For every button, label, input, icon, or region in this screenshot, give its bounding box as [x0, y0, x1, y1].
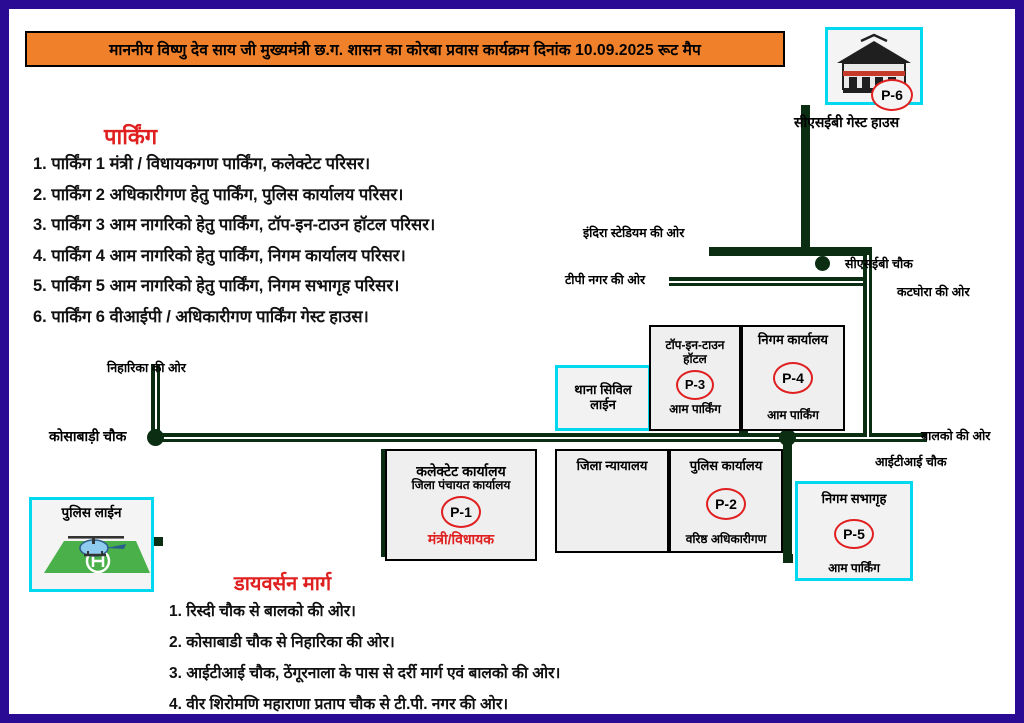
parking-marker-p2: P-2	[706, 488, 746, 520]
road-centerline	[669, 281, 869, 283]
junction-iti	[779, 429, 796, 446]
place-label: टॉप-इन-टाउन	[665, 338, 725, 353]
place-sublabel: आम पार्किंग	[767, 408, 819, 423]
place-label: थाना सिविल	[574, 382, 632, 398]
road-below-main	[783, 433, 792, 558]
guest-house-label: सीएसईबी गेस्ट हाउस	[794, 114, 900, 130]
place-jila-nyayalaya[interactable]	[555, 449, 669, 553]
place-label: कलेक्टेट कार्यालय	[416, 463, 506, 479]
list-item: 6. पार्किंग 6 वीआईपी / अधिकारीगण पार्किंग गेस्ट हाउस।	[33, 307, 369, 326]
parking-marker-p3: P-3	[676, 370, 714, 400]
list-item: 4. पार्किंग 4 आम नागरिको हेतु पार्किंग, निगम कार्यालय परिसर।	[33, 246, 406, 265]
place-police-karyalaya[interactable]	[669, 449, 783, 553]
road-centerline	[149, 437, 927, 439]
road-connector	[709, 247, 719, 256]
place-nigam-karyalaya[interactable]	[741, 325, 845, 431]
list-item: 5. पार्किंग 5 आम नागरिको हेतु पार्किंग, निगम सभागृह परिसर।	[33, 277, 400, 295]
label-niharika: निहारिका की ओर	[107, 361, 186, 375]
place-label: जिला पंचायत कार्यालय	[411, 478, 511, 493]
place-sublabel: आम पार्किंग	[828, 561, 880, 576]
place-label: निगम सभागृह	[821, 491, 887, 506]
page-title: माननीय विष्णु देव साय जी मुख्यमंत्री छ.ग. शासन का कोरबा प्रवास कार्यक्रम दिनांक 10.09.2025 रूट मैप	[109, 42, 701, 59]
parking-marker-p6: P-6	[871, 79, 913, 111]
label-iti-chowk: आईटीआई चौक	[875, 455, 947, 469]
place-sublabel: आम पार्किंग	[669, 401, 721, 416]
label-tp-nagar: टीपी नगर की ओर	[565, 273, 646, 287]
list-item: 2. पार्किंग 2 अधिकारीगण हेतु पार्किंग, पुलिस कार्यालय परिसर।	[33, 185, 404, 204]
place-label: पुलिस कार्यालय	[689, 458, 763, 473]
place-collectorate[interactable]	[385, 449, 537, 561]
label-cseb-chowk: सीएसईबी चौक	[845, 257, 913, 271]
place-nigam-sabhagrah[interactable]	[795, 481, 913, 581]
parking-list	[33, 151, 593, 334]
place-label: निगम कार्यालय	[758, 332, 828, 348]
diversion-section-heading: डायवर्सन मार्ग	[234, 573, 332, 595]
place-top-in-town-hotel[interactable]	[649, 325, 741, 431]
label-indira-stadium: इंदिरा स्टेडियम की ओर	[583, 226, 685, 240]
junction-kosabadi	[147, 429, 164, 446]
place-label: हॉटल	[683, 352, 707, 367]
list-item: 3. आईटीआई चौक, ठेंगूरनाला के पास से दर्री मार्ग एवं बालको की ओर।	[169, 665, 561, 682]
police-line-card[interactable]	[29, 497, 154, 592]
page-title-banner	[25, 31, 785, 67]
place-thana-civil-line[interactable]	[555, 365, 651, 431]
place-label: जिला न्यायालय	[576, 458, 648, 473]
road-stub-2	[783, 554, 793, 563]
label-balco: बालको की ओर	[921, 429, 991, 443]
road-centerline	[867, 255, 869, 437]
helipad-icon	[32, 521, 151, 579]
parking-section-heading: पार्किंग	[104, 124, 158, 149]
junction-cseb	[815, 256, 830, 271]
parking-marker-p5: P-5	[834, 519, 874, 549]
place-sublabel: वरिष्ठ अधिकारीगण	[685, 531, 767, 546]
list-item: 1. पार्किंग 1 मंत्री / विधायकगण पार्किंग, कलेक्टेट परिसर।	[33, 155, 371, 173]
list-item: 4. वीर शिरोमणि महाराणा प्रताप चौक से टी.पी. नगर की ओर।	[169, 696, 509, 713]
list-item: 3. पार्किंग 3 आम नागरिको हेतु पार्किंग, टॉप-इन-टाउन हॉटल परिसर।	[33, 216, 436, 234]
parking-marker-p1: P-1	[441, 496, 481, 528]
place-sublabel: मंत्री/विधायक	[427, 530, 495, 547]
diversion-list	[169, 599, 789, 723]
place-label: लाईन	[590, 397, 616, 412]
list-item: 1. रिस्दी चौक से बालको की ओर।	[169, 603, 356, 620]
parking-marker-p4: P-4	[773, 362, 813, 394]
police-line-label: पुलिस लाईन	[61, 505, 122, 520]
label-katghora: कटघोरा की ओर	[897, 285, 970, 299]
label-kosabadi-chowk: कोसाबाड़ी चौक	[49, 428, 127, 444]
list-item: 2. कोसाबाडी चौक से निहारिका की ओर।	[169, 634, 395, 651]
